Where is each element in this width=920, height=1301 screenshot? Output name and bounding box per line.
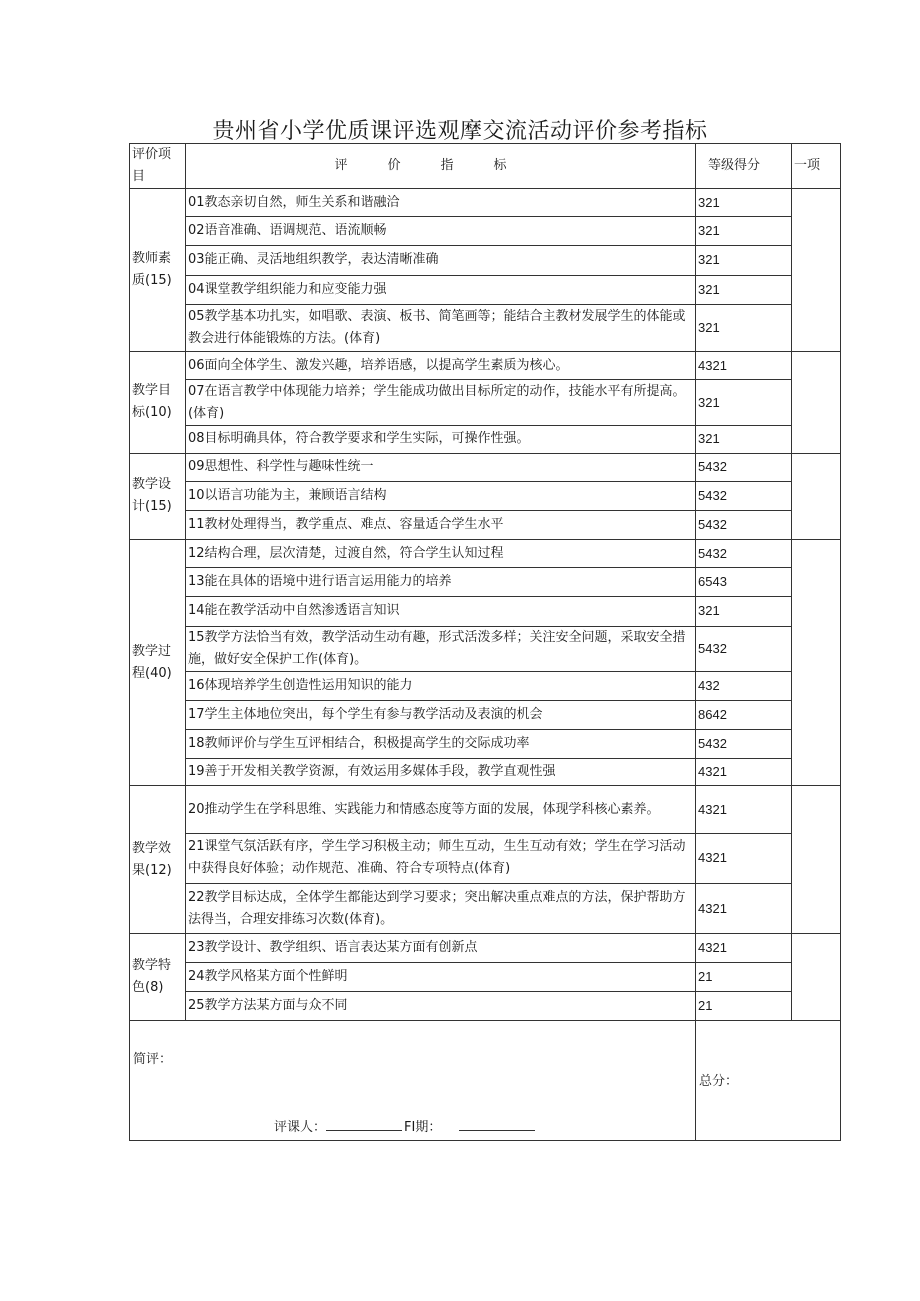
comment-label: 简评：	[133, 1052, 173, 1067]
header-item: 评价项目	[130, 144, 186, 189]
table-row	[130, 786, 841, 833]
item-score-cell[interactable]	[792, 453, 841, 540]
grade-score-cell: 4321	[696, 351, 792, 379]
indicator-cell: 03能正确、灵活地组织教学，表达清晰准确	[186, 246, 696, 275]
grade-score-cell: 4321	[696, 884, 792, 934]
indicator-cell: 15教学方法恰当有效，教学活动生动有趣，形式活泼多样；关注安全问题，采取安全措施，做好安全保护工作(体育)。	[186, 626, 696, 671]
grade-score-cell: 4321	[696, 759, 792, 786]
indicator-cell: 12结构合理，层次清楚，过渡自然，符合学生认知过程	[186, 540, 696, 568]
table-row	[130, 884, 841, 934]
grade-score-cell: 4321	[696, 833, 792, 883]
grade-score-cell: 5432	[696, 510, 792, 539]
grade-score-cell: 321	[696, 380, 792, 426]
table-row	[130, 275, 841, 304]
date-blank[interactable]	[459, 1116, 535, 1131]
table-row	[130, 540, 841, 568]
table-row	[130, 568, 841, 597]
indicator-cell: 09思想性、科学性与趣味性统一	[186, 453, 696, 481]
table-row	[130, 426, 841, 453]
table-row	[130, 351, 841, 379]
indicator-cell: 25教学方法某方面与众不同	[186, 991, 696, 1020]
indicator-cell: 06面向全体学生、激发兴趣，培养语感，以提高学生素质为核心。	[186, 351, 696, 379]
total-label: 总分：	[699, 1074, 739, 1089]
item-score-cell[interactable]	[792, 540, 841, 786]
indicator-cell: 13能在具体的语境中进行语言运用能力的培养	[186, 568, 696, 597]
grade-score-cell: 4321	[696, 934, 792, 962]
indicator-cell: 20推动学生在学科思维、实践能力和情感态度等方面的发展，体现学科核心素养。	[186, 786, 696, 833]
category-cell: 教学效果(12)	[130, 786, 186, 934]
grade-score-cell: 21	[696, 962, 792, 991]
table-row	[130, 991, 841, 1020]
table-row	[130, 700, 841, 729]
grade-score-cell: 5432	[696, 453, 792, 481]
indicator-cell: 17学生主体地位突出，每个学生有参与教学活动及表演的机会	[186, 700, 696, 729]
table-row	[130, 934, 841, 962]
grade-score-cell: 321	[696, 426, 792, 453]
grade-score-cell: 321	[696, 246, 792, 275]
grade-score-cell: 8642	[696, 700, 792, 729]
header-grade: 等级得分	[696, 144, 792, 189]
table-row	[130, 730, 841, 759]
header-item-score: 一项	[792, 144, 841, 189]
evaluation-table	[129, 143, 841, 1141]
table-row	[130, 380, 841, 426]
table-row	[130, 481, 841, 510]
table-row	[130, 597, 841, 626]
grade-score-cell: 21	[696, 991, 792, 1020]
indicator-cell: 18教师评价与学生互评相结合，积极提高学生的交际成功率	[186, 730, 696, 759]
item-score-cell[interactable]	[792, 934, 841, 1021]
indicator-cell: 02语音准确、语调规范、语流顺畅	[186, 217, 696, 246]
indicator-cell: 05教学基本功扎实，如唱歌、表演、板书、简笔画等；能结合主教材发展学生的体能或教会进行体能锻炼的方法。(体育)	[186, 304, 696, 351]
footer-row	[130, 1021, 841, 1141]
table-row	[130, 510, 841, 539]
page-title: 贵州省小学优质课评选观摩交流活动评价参考指标	[212, 119, 708, 144]
reviewer-blank[interactable]	[326, 1116, 402, 1131]
indicator-cell: 24教学风格某方面个性鲜明	[186, 962, 696, 991]
date-label: FI期：	[404, 1120, 442, 1135]
indicator-cell: 16体现培养学生创造性运用知识的能力	[186, 671, 696, 700]
grade-score-cell: 5432	[696, 540, 792, 568]
table-row	[130, 759, 841, 786]
indicator-cell: 04课堂教学组织能力和应变能力强	[186, 275, 696, 304]
table-row	[130, 671, 841, 700]
table-row	[130, 304, 841, 351]
category-cell: 教学特色(8)	[130, 934, 186, 1021]
category-cell: 教学目标(10)	[130, 351, 186, 453]
grade-score-cell: 321	[696, 217, 792, 246]
indicator-cell: 14能在教学活动中自然渗透语言知识	[186, 597, 696, 626]
item-score-cell[interactable]	[792, 786, 841, 934]
reviewer-label: 评课人：	[274, 1120, 327, 1135]
indicator-cell: 19善于开发相关教学资源，有效运用多媒体手段，教学直观性强	[186, 759, 696, 786]
category-cell: 教学过程(40)	[130, 540, 186, 786]
item-score-cell[interactable]	[792, 189, 841, 352]
table-header-row	[130, 144, 841, 189]
grade-score-cell: 321	[696, 275, 792, 304]
table-row	[130, 626, 841, 671]
grade-score-cell: 321	[696, 304, 792, 351]
total-cell	[696, 1021, 841, 1141]
grade-score-cell: 5432	[696, 626, 792, 671]
table-row	[130, 246, 841, 275]
indicator-cell: 22教学目标达成，全体学生都能达到学习要求；突出解决重点难点的方法，保护帮助方法得当，合理安排练习次数(体育)。	[186, 884, 696, 934]
indicator-cell: 01教态亲切自然，师生关系和谐融洽	[186, 189, 696, 217]
header-indicator: 评价指标	[186, 144, 696, 189]
table-row	[130, 453, 841, 481]
grade-score-cell: 6543	[696, 568, 792, 597]
indicator-cell: 11教材处理得当，教学重点、难点、容量适合学生水平	[186, 510, 696, 539]
grade-score-cell: 432	[696, 671, 792, 700]
table-row	[130, 189, 841, 217]
grade-score-cell: 5432	[696, 730, 792, 759]
table-row	[130, 217, 841, 246]
indicator-cell: 08目标明确具体，符合教学要求和学生实际，可操作性强。	[186, 426, 696, 453]
grade-score-cell: 321	[696, 189, 792, 217]
table-row	[130, 962, 841, 991]
grade-score-cell: 321	[696, 597, 792, 626]
category-cell: 教学设计(15)	[130, 453, 186, 540]
item-score-cell[interactable]	[792, 351, 841, 453]
table-row	[130, 833, 841, 883]
indicator-cell: 23教学设计、教学组织、语言表达某方面有创新点	[186, 934, 696, 962]
grade-score-cell: 4321	[696, 786, 792, 833]
indicator-cell: 21课堂气氛活跃有序，学生学习积极主动；师生互动，生生互动有效；学生在学习活动中获得良好体验；动作规范、准确、符合专项特点(体育)	[186, 833, 696, 883]
comment-cell	[130, 1021, 696, 1141]
indicator-cell: 10以语言功能为主，兼顾语言结构	[186, 481, 696, 510]
category-cell: 教师素质(15)	[130, 189, 186, 352]
grade-score-cell: 5432	[696, 481, 792, 510]
indicator-cell: 07在语言教学中体现能力培养；学生能成功做出目标所定的动作，技能水平有所提高。(体育)	[186, 380, 696, 426]
reviewer-line	[274, 1116, 535, 1139]
